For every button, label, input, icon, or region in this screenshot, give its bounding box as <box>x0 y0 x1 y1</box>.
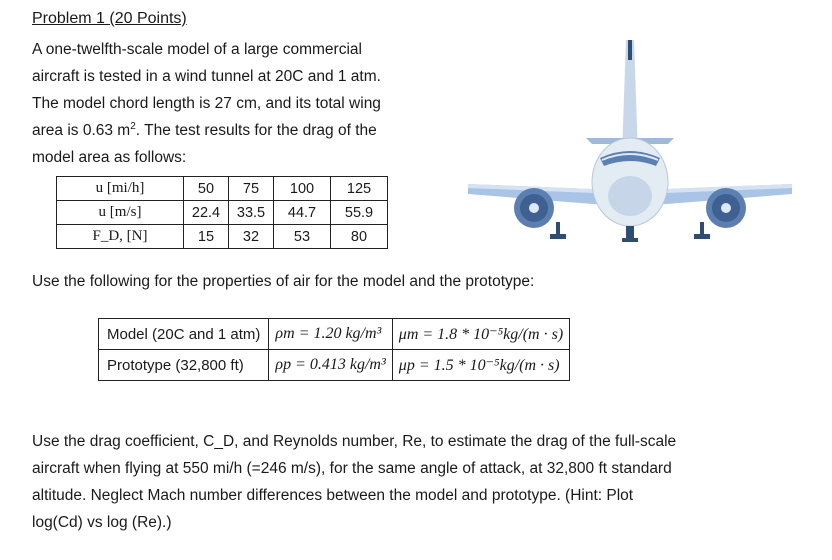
problem-intro <box>32 36 452 171</box>
air-properties-table <box>98 318 570 381</box>
table-cell: 15 <box>184 225 229 249</box>
table-cell: 33.5 <box>229 201 274 225</box>
row-label: u [m/s] <box>57 201 184 225</box>
table-cell: 80 <box>331 225 388 249</box>
table-row <box>57 225 388 249</box>
table-row <box>57 201 388 225</box>
density-cell: ρm = 1.20 kg/m³ <box>269 319 392 350</box>
table-cell: 32 <box>229 225 274 249</box>
task-line-2: aircraft when flying at 550 mi/h (=246 m/s), for the same angle of attack, at 32,800 ft standard <box>32 460 672 477</box>
model-data-table <box>56 176 388 249</box>
table-cell: 125 <box>331 177 388 201</box>
intro-line-4: area is 0.63 $m^2$. The test results for the drag of the <box>32 120 377 139</box>
airplane-illustration-icon <box>468 34 808 254</box>
intro-line-5: model area as follows: <box>32 149 187 166</box>
task-line-3: altitude. Neglect Mach number differences between the model and prototype. (Hint: Plot <box>32 487 634 504</box>
air-properties-intro: Use the following for the properties of air for the model and the prototype: <box>32 273 535 290</box>
viscosity-cell: μp = 1.5 * 10⁻⁵kg/(m · s) <box>392 350 569 381</box>
task-line-4: log(Cd) vs log (Re).) <box>32 514 172 531</box>
viscosity-cell: μm = 1.8 * 10⁻⁵kg/(m · s) <box>392 319 569 350</box>
table-cell: 44.7 <box>274 201 331 225</box>
density-cell: ρp = 0.413 kg/m³ <box>269 350 392 381</box>
row-label: u [mi/h] <box>57 177 184 201</box>
table-cell: 22.4 <box>184 201 229 225</box>
row-label: Prototype (32,800 ft) <box>99 350 269 381</box>
table-cell: 50 <box>184 177 229 201</box>
row-label: F_D, [N] <box>57 225 184 249</box>
table-cell: 55.9 <box>331 201 388 225</box>
table-row <box>99 319 570 350</box>
table-row <box>57 177 388 201</box>
task-line-1: Use the drag coefficient, C_D, and Reynolds number, Re, to estimate the drag of the full-scale <box>32 433 677 450</box>
problem-title: Problem 1 (20 Points) <box>32 10 187 27</box>
task-description <box>32 428 812 536</box>
table-cell: 100 <box>274 177 331 201</box>
table-cell: 53 <box>274 225 331 249</box>
intro-line-2: aircraft is tested in a wind tunnel at 20C and 1 atm. <box>32 68 381 85</box>
intro-line-1: A one-twelfth-scale model of a large commercial <box>32 41 362 58</box>
intro-line-3: The model chord length is 27 cm, and its total wing <box>32 95 381 112</box>
table-row <box>99 350 570 381</box>
row-label: Model (20C and 1 atm) <box>99 319 269 350</box>
table-cell: 75 <box>229 177 274 201</box>
